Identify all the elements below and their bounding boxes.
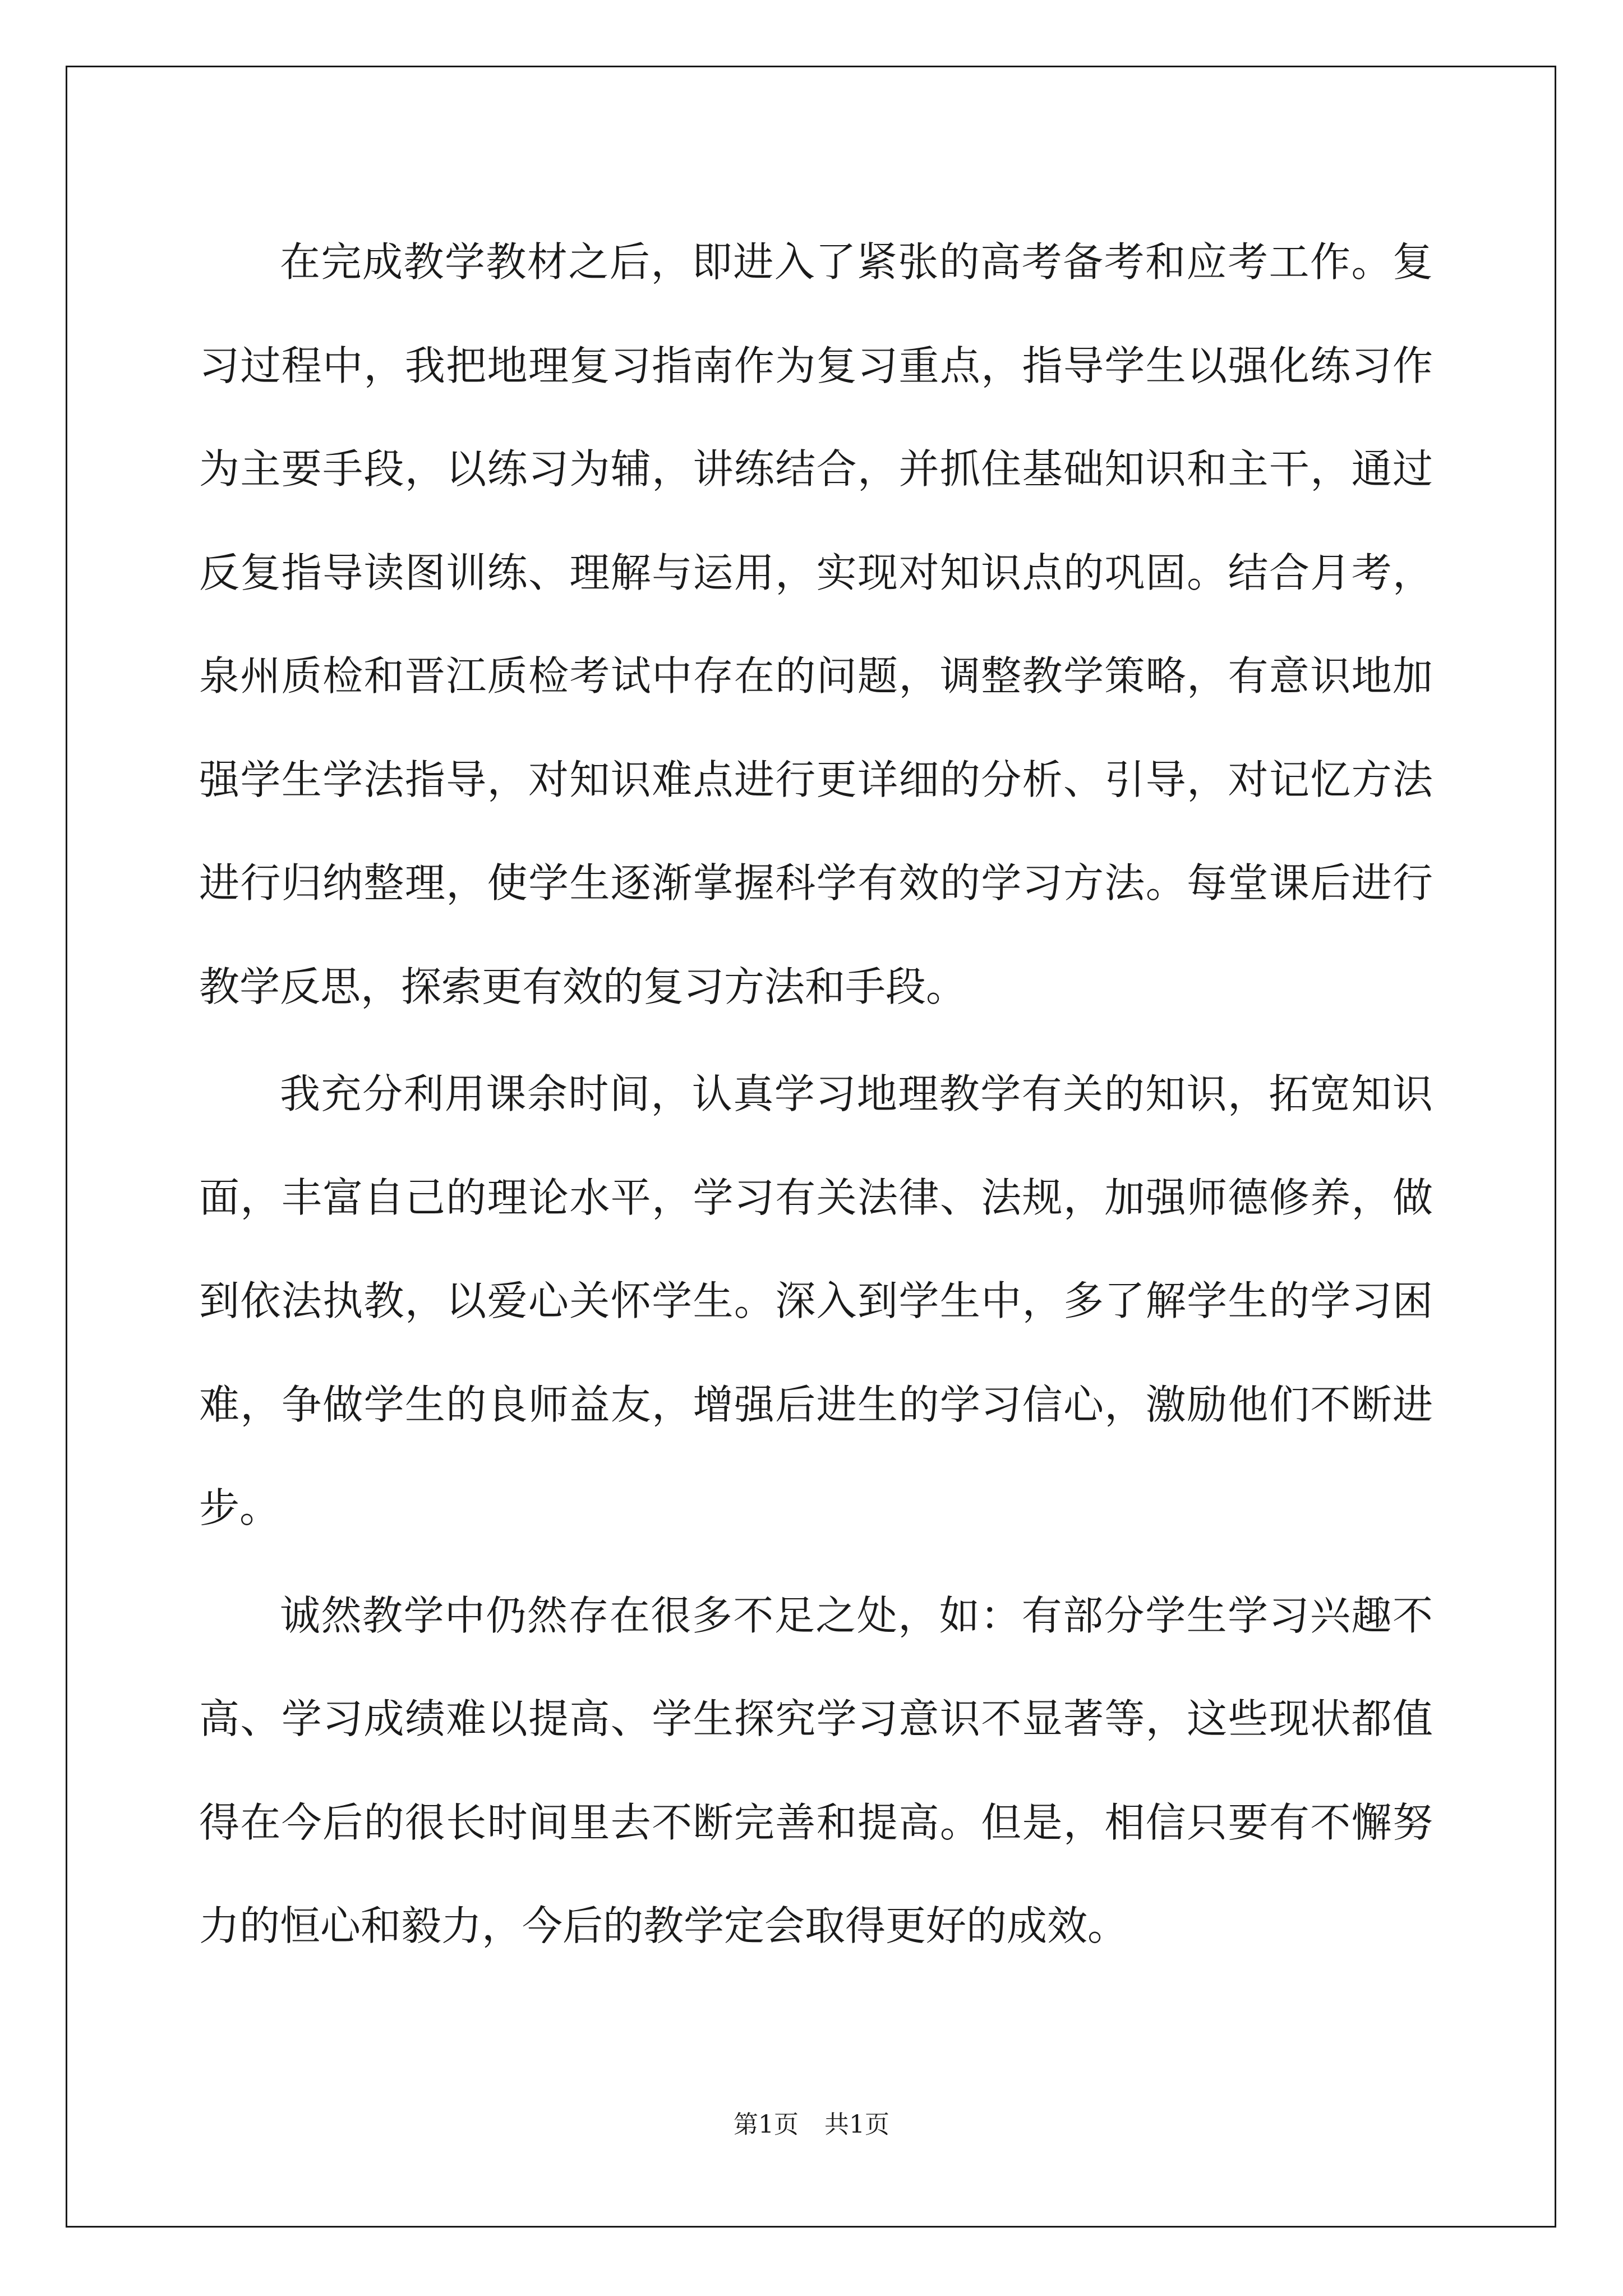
page-footer xyxy=(0,2108,1623,2142)
paragraph-review-work: 在完成教学教材之后，即进入了紧张的高考备考和应考工作。复习过程中，我把地理复习指南作为复习重点，指导学生以强化练习作为主要手段，以练习为辅，讲练结合，并抓住基础知识和主干，通过反复指导读图训练、理解与运用，实现对知识点的巩固。结合月考，泉州质检和晋江质检考试中存在的问题，调整教学策略，有意识地加强学生学法指导，对知识难点进行更详细的分析、引导，对记忆方法进行归纳整理，使学生逐渐掌握科学有效的学习方法。每堂课后进行教学反思，探索更有效的复习方法和手段。 xyxy=(199,238,1433,1010)
paragraph-self-study: 我充分利用课余时间，认真学习地理教学有关的知识，拓宽知识面，丰富自己的理论水平，学习有关法律、法规，加强师德修养，做到依法执教，以爱心关怀学生。深入到学生中，多了解学生的学习困难，争做学生的良师益友，增强后进生的学习信心，激励他们不断进步。 xyxy=(199,1070,1433,1531)
paragraph-shortcomings: 诚然教学中仍然存在很多不足之处，如：有部分学生学习兴趣不高、学习成绩难以提高、学生探究学习意识不显著等，这些现状都值得在今后的很长时间里去不断完善和提高。但是，相信只要有不懈努力的恒心和毅力，今后的教学定会取得更好的成效。 xyxy=(199,1591,1433,1949)
document-body xyxy=(199,210,1433,1982)
page-number-total: 共1页 xyxy=(824,2110,889,2139)
page-number-current: 第1页 xyxy=(734,2110,799,2139)
